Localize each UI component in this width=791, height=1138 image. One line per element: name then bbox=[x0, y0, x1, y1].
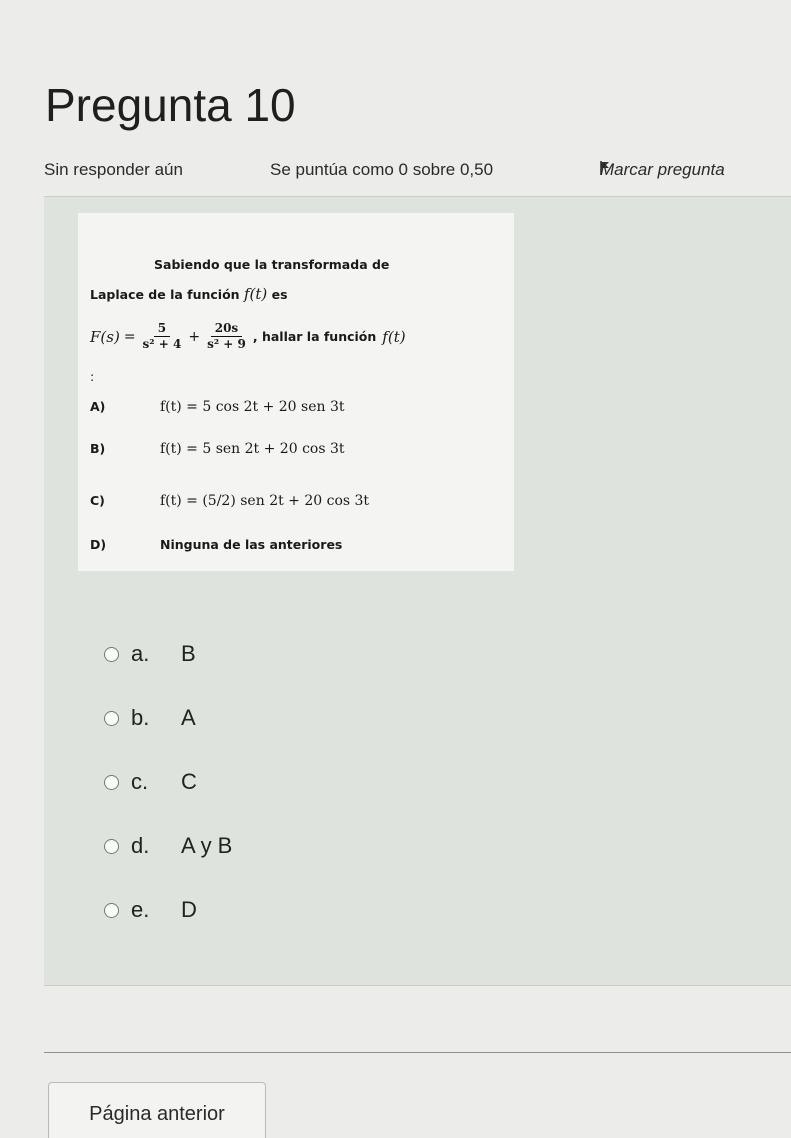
option-letter: B) bbox=[90, 441, 106, 456]
fraction-2-numerator: 20s bbox=[211, 321, 242, 337]
fraction-1-numerator: 5 bbox=[154, 321, 170, 337]
answer-letter: c. bbox=[131, 769, 149, 794]
divider bbox=[44, 1052, 791, 1053]
equals-sign: = bbox=[123, 328, 136, 345]
option-row bbox=[90, 399, 345, 415]
option-row bbox=[90, 493, 369, 509]
option-formula: f(t) = 5 sen 2t + 20 cos 3t bbox=[159, 441, 345, 457]
question-info bbox=[44, 160, 791, 186]
answer-option-c[interactable] bbox=[104, 765, 364, 799]
flag-label: Marcar pregunta bbox=[600, 160, 725, 179]
answer-letter: b. bbox=[131, 705, 150, 730]
statement-equation bbox=[90, 321, 406, 352]
function-f-t-2: f(t) bbox=[382, 327, 406, 346]
radio-icon[interactable] bbox=[104, 903, 119, 918]
answer-label: C bbox=[181, 769, 197, 794]
answer-letter: e. bbox=[131, 897, 150, 922]
option-formula: f(t) = 5 cos 2t + 20 sen 3t bbox=[159, 399, 345, 415]
answer-option-d[interactable] bbox=[104, 829, 364, 863]
statement-rest: , hallar la función bbox=[252, 329, 377, 344]
statement-colon: : bbox=[90, 369, 95, 384]
option-letter: C) bbox=[90, 493, 105, 508]
fraction-1-denominator: s² + 4 bbox=[142, 337, 182, 351]
fraction-2 bbox=[207, 321, 246, 352]
answer-option-a[interactable] bbox=[104, 637, 364, 671]
option-text: Ninguna de las anteriores bbox=[159, 537, 343, 552]
radio-icon[interactable] bbox=[104, 839, 119, 854]
answer-label: B bbox=[181, 641, 196, 666]
answer-label: A bbox=[181, 705, 196, 730]
option-row bbox=[90, 441, 345, 457]
answer-letter: a. bbox=[131, 641, 150, 666]
previous-page-button[interactable]: Página anterior bbox=[48, 1082, 266, 1138]
question-panel bbox=[44, 196, 791, 986]
answer-option-e[interactable] bbox=[104, 893, 364, 927]
question-statement bbox=[78, 213, 514, 571]
fraction-2-denominator: s² + 9 bbox=[207, 337, 246, 351]
statement-text: Laplace de la función bbox=[90, 287, 240, 302]
statement-line-2 bbox=[90, 285, 288, 303]
radio-icon[interactable] bbox=[104, 775, 119, 790]
radio-icon[interactable] bbox=[104, 711, 119, 726]
statement-es: es bbox=[271, 287, 288, 302]
answer-option-b[interactable] bbox=[104, 701, 364, 735]
radio-icon[interactable] bbox=[104, 647, 119, 662]
page-title: Pregunta 10 bbox=[45, 79, 296, 131]
grade-text: Se puntúa como 0 sobre 0,50 bbox=[270, 160, 494, 179]
answer-letter: d. bbox=[131, 833, 150, 858]
option-row bbox=[90, 537, 342, 552]
function-f-t: f(t) bbox=[243, 285, 268, 303]
option-formula: f(t) = (5/2) sen 2t + 20 cos 3t bbox=[159, 493, 370, 509]
answer-label: A y B bbox=[181, 833, 233, 858]
statement-line-1: Sabiendo que la transformada de bbox=[154, 257, 390, 272]
option-letter: A) bbox=[90, 399, 106, 414]
function-F-s: F(s) bbox=[90, 327, 120, 346]
option-letter: D) bbox=[90, 537, 107, 552]
status-text: Sin responder aún bbox=[44, 160, 183, 179]
plus-sign: + bbox=[188, 328, 201, 345]
answer-label: D bbox=[181, 897, 197, 922]
fraction-1 bbox=[143, 321, 182, 352]
